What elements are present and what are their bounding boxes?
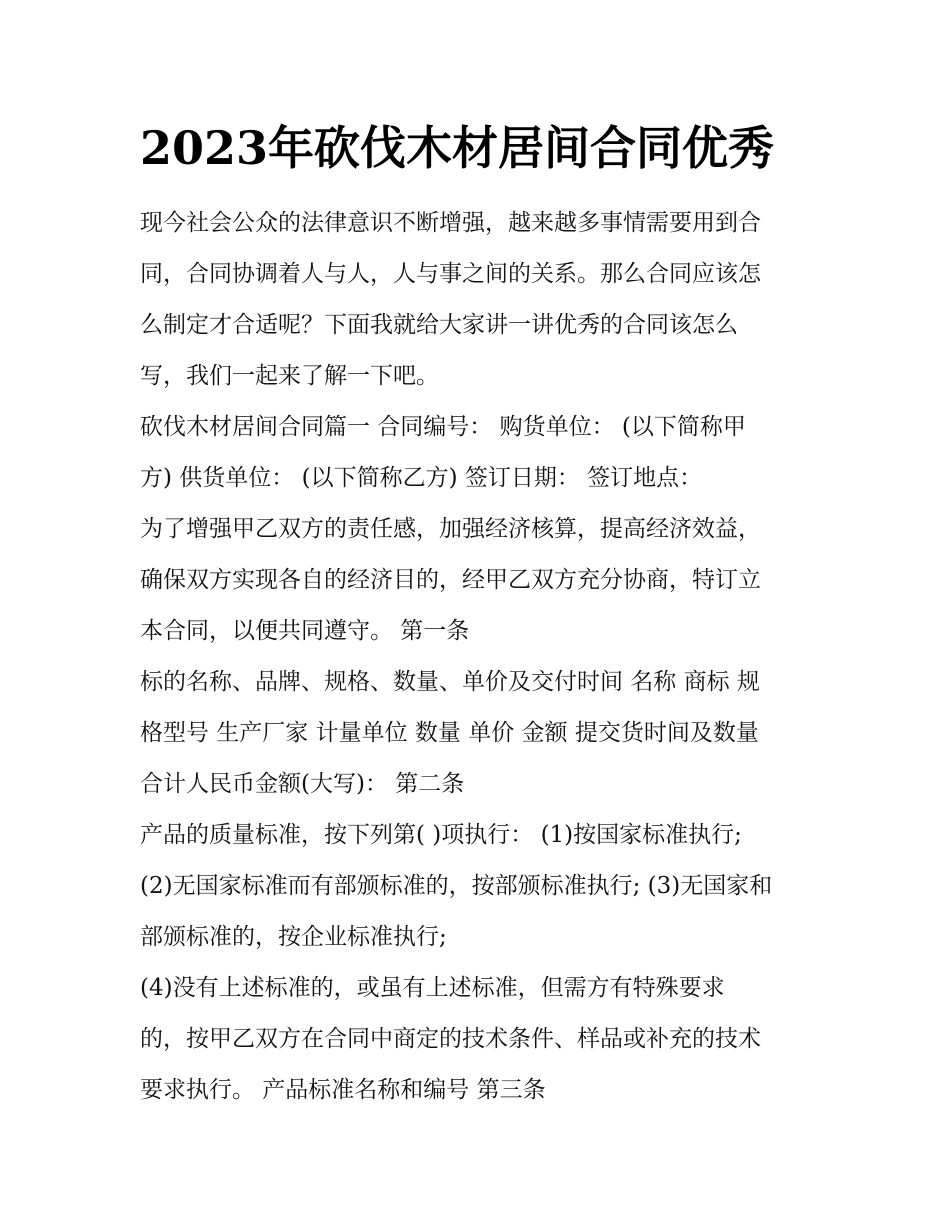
body-line-purpose-3: 本合同，以便共同遵守。 第一条 [140, 618, 470, 644]
body-line-intro-3: 么制定才合适呢？下面我就给大家讲一讲优秀的合同该怎么 [140, 312, 738, 338]
body-line-article2-3: 部颁标准的，按企业标准执行; [140, 924, 447, 950]
body-line-article2-6: 要求执行。 产品标准名称和编号 第三条 [140, 1077, 546, 1103]
body-line-intro-2: 同，合同协调着人与人，人与事之间的关系。那么合同应该怎 [140, 261, 761, 287]
document-title: 2023年砍伐木材居间合同优秀 [140, 121, 775, 175]
body-line-article1-1: 标的名称、品牌、规格、数量、单价及交付时间 名称 商标 规 [140, 669, 760, 695]
body-line-article1-2: 格型号 生产厂家 计量单位 数量 单价 金额 提交货时间及数量 [140, 720, 759, 746]
body-line-article2-2: (2)无国家标准而有部颁标准的，按部颁标准执行; (3)无国家和 [140, 873, 773, 899]
document-body [140, 198, 830, 1116]
body-line-article1-3: 合计人民币金额(大写)： 第二条 [140, 771, 465, 797]
body-line-header-1: 砍伐木材居间合同篇一 合同编号： 购货单位： (以下简称甲 [140, 414, 746, 440]
body-line-article2-1: 产品的质量标准，按下列第( )项执行： (1)按国家标准执行; [140, 822, 742, 848]
body-line-article2-4: (4)没有上述标准的，或虽有上述标准，但需方有特殊要求 [140, 975, 725, 1001]
body-line-intro-4: 写，我们一起来了解一下吧。 [140, 363, 439, 389]
body-line-header-2: 方) 供货单位： (以下简称乙方) 签订日期： 签订地点： [140, 465, 703, 491]
body-line-purpose-2: 确保双方实现各自的经济目的，经甲乙双方充分协商，特订立 [140, 567, 761, 593]
body-line-purpose-1: 为了增强甲乙双方的责任感，加强经济核算，提高经济效益， [140, 516, 761, 542]
body-line-article2-5: 的，按甲乙双方在合同中商定的技术条件、样品或补充的技术 [140, 1026, 761, 1052]
body-line-intro-1: 现今社会公众的法律意识不断增强，越来越多事情需要用到合 [140, 210, 761, 236]
